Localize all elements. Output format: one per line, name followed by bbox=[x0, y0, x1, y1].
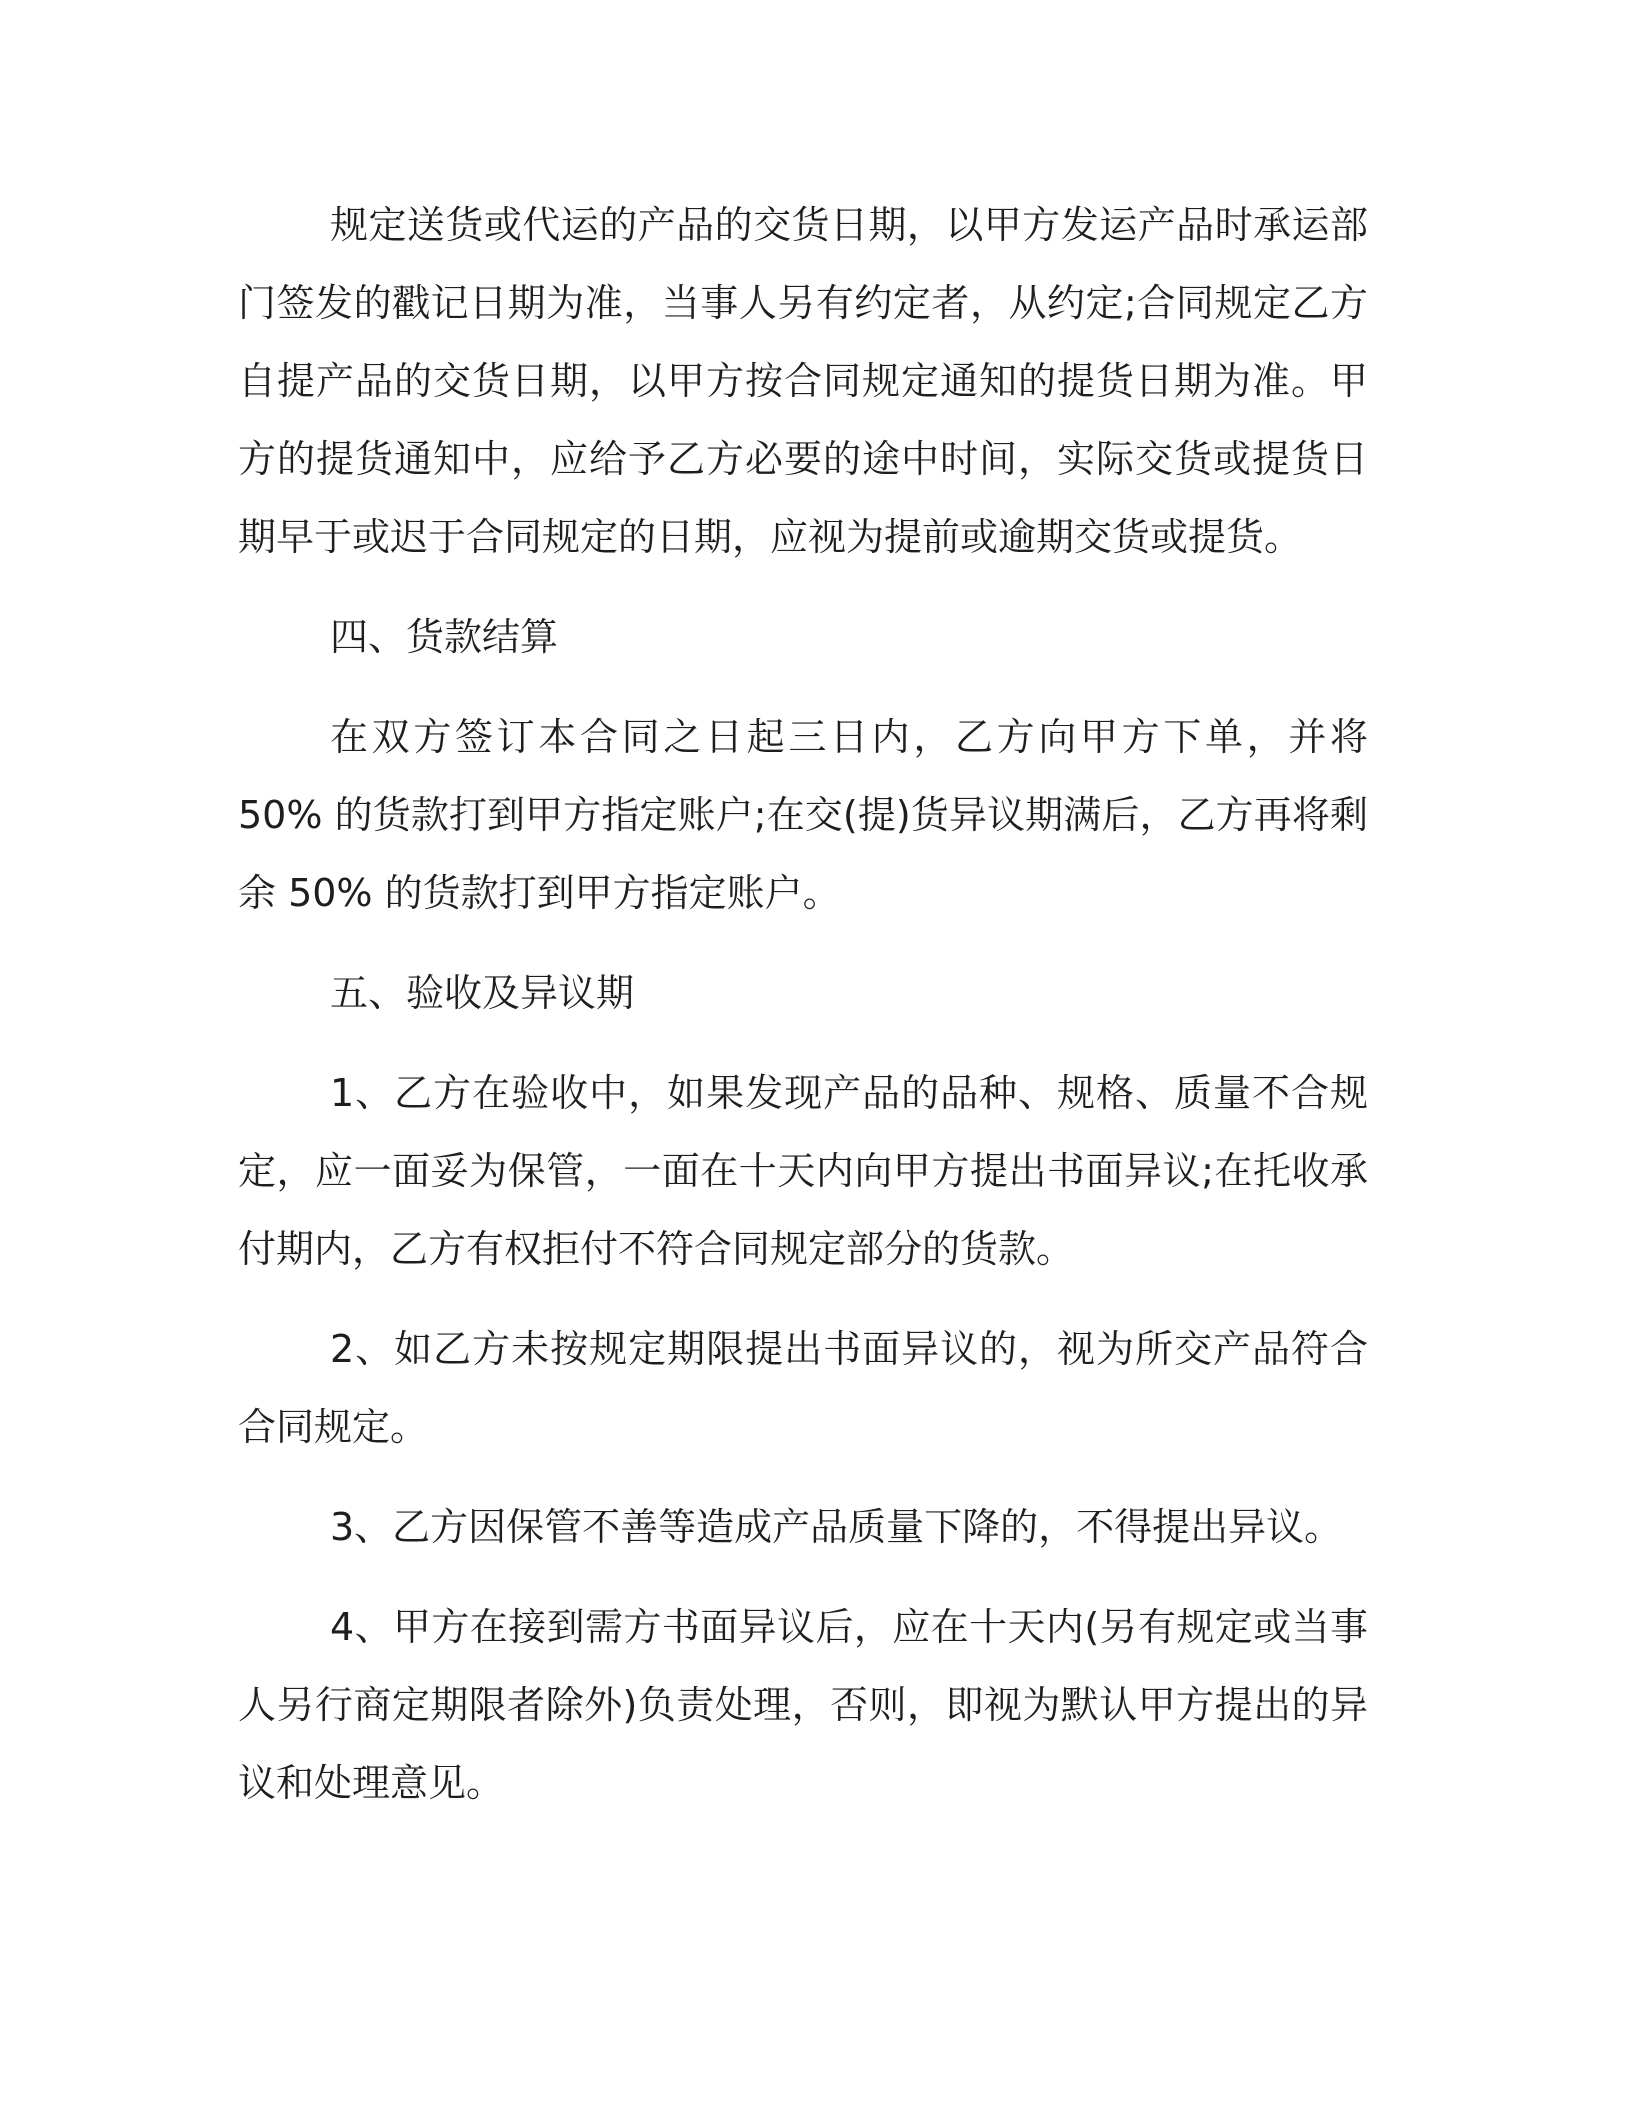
paragraph-payment-terms: 在双方签订本合同之日起三日内，乙方向甲方下单，并将 50% 的货款打到甲方指定账户;在交(提)货异议期满后，乙方再将剩余 50% 的货款打到甲方指定账户。 bbox=[238, 715, 1368, 915]
paragraph-inspection-1: 1、乙方在验收中，如果发现产品的品种、规格、质量不合规定，应一面妥为保管，一面在十天内向甲方提出书面异议;在托收承付期内，乙方有权拒付不符合同规定部分的货款。 bbox=[238, 1071, 1368, 1271]
paragraph-inspection-4: 4、甲方在接到需方书面异议后，应在十天内(另有规定或当事人另行商定期限者除外)负责处理，否则，即视为默认甲方提出的异议和处理意见。 bbox=[238, 1605, 1368, 1805]
document-body bbox=[238, 186, 1368, 1822]
section-heading-payment: 四、货款结算 bbox=[330, 615, 559, 659]
section-heading-inspection: 五、验收及异议期 bbox=[330, 971, 635, 1015]
paragraph-delivery-date: 规定送货或代运的产品的交货日期，以甲方发运产品时承运部门签发的戳记日期为准，当事人另有约定者，从约定;合同规定乙方自提产品的交货日期，以甲方按合同规定通知的提货日期为准。甲方的提货通知中，应给予乙方必要的途中时间，实际交货或提货日期早于或迟于合同规定的日期，应视为提前或逾期交货或提货。 bbox=[238, 203, 1368, 559]
paragraph-inspection-2: 2、如乙方未按规定期限提出书面异议的，视为所交产品符合合同规定。 bbox=[238, 1327, 1368, 1449]
paragraph-inspection-3: 3、乙方因保管不善等造成产品质量下降的，不得提出异议。 bbox=[330, 1505, 1343, 1549]
